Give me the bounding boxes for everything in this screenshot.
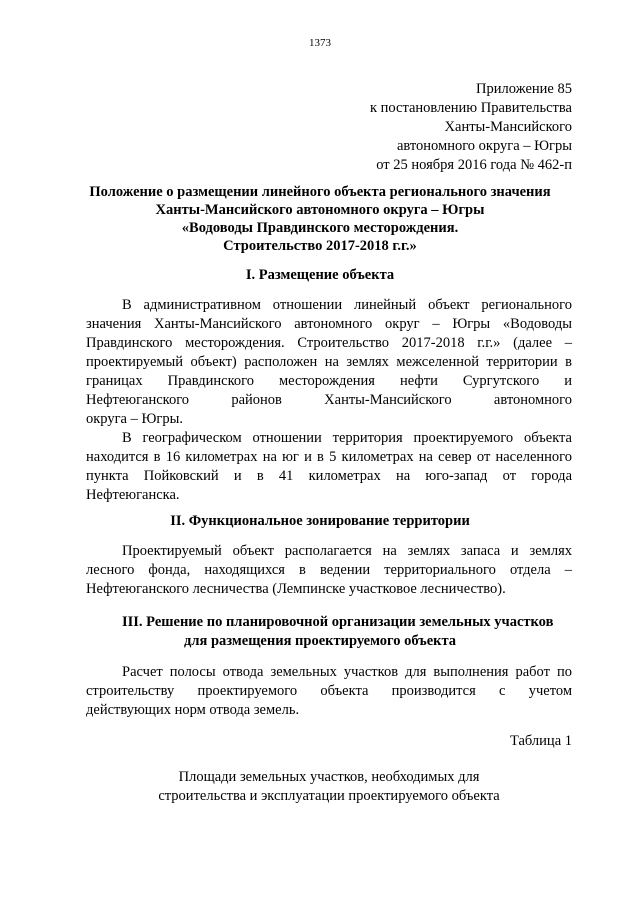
text-line: лесного фонда, находящихся в ведении территориального отдела – xyxy=(86,562,572,578)
text-line: проектируемый объект) расположен на землях межселенной территории в xyxy=(86,354,572,370)
text-line: Нефтеюганского районов Ханты-Мансийского автономного xyxy=(86,392,572,408)
text-line: округа – Югры. xyxy=(86,411,183,427)
document-title xyxy=(60,183,580,255)
text-line: Расчет полосы отвода земельных участков для выполнения работ по xyxy=(122,664,572,680)
text-line: В административном отношении линейный объект регионального xyxy=(122,297,572,313)
section-2-paragraph xyxy=(86,542,572,599)
appendix-line: Ханты-Мансийского xyxy=(444,119,572,135)
text-line: находится в 16 километрах на юг и в 5 километрах на север от населенного xyxy=(86,449,572,465)
section-3-heading-line-2: для размещения проектируемого объекта xyxy=(184,633,457,649)
text-line: Правдинского месторождения. Строительство 2017-2018 г.г.» (далее – xyxy=(86,335,572,351)
text-line: границах Правдинского месторождения нефти Сургутского и xyxy=(86,373,572,389)
title-line: Положение о размещении линейного объекта регионального значения xyxy=(89,184,551,200)
text-line: Проектируемый объект располагается на землях запаса и землях xyxy=(122,543,572,559)
text-line: строительству проектируемого объекта производится с учетом xyxy=(86,683,572,699)
appendix-block xyxy=(370,80,572,175)
section-1-heading: I. Размещение объекта xyxy=(245,267,395,283)
text-line: Нефтеюганского лесничества (Лемпинске участковое лесничество). xyxy=(86,581,506,597)
text-line: Нефтеюганска. xyxy=(86,487,180,503)
title-line: Строительство 2017-2018 г.г.» xyxy=(223,238,417,254)
page-number: 1373 xyxy=(309,37,331,49)
section-3-paragraph xyxy=(86,663,572,720)
table-title-line: Площади земельных участков, необходимых для xyxy=(178,769,480,785)
appendix-line: от 25 ноября 2016 года № 462-п xyxy=(376,157,572,173)
appendix-line: автономного округа – Югры xyxy=(396,138,572,154)
table-title xyxy=(86,768,572,806)
appendix-line: к постановлению Правительства xyxy=(370,100,572,116)
text-line: В географическом отношении территория проектируемого объекта xyxy=(122,430,572,446)
appendix-line: Приложение 85 xyxy=(476,81,572,97)
title-line: «Водоводы Правдинского месторождения. xyxy=(181,220,459,236)
table-label: Таблица 1 xyxy=(509,733,572,749)
table-title-line: строительства и эксплуатации проектируемого объекта xyxy=(158,788,500,804)
section-3-heading-line-1: III. Решение по планировочной организации земельных участков xyxy=(122,614,554,630)
section-1-paragraph-1 xyxy=(86,296,572,429)
text-line: значения Ханты-Мансийского автономного округ – Югры «Водоводы xyxy=(86,316,572,332)
text-line: действующих норм отвода земель. xyxy=(86,702,300,718)
text-line: пункта Пойковский и в 41 километрах на юго-запад от города xyxy=(86,468,572,484)
section-2-heading: II. Функциональное зонирование территории xyxy=(170,513,470,529)
title-line: Ханты-Мансийского автономного округа – Югры xyxy=(155,202,485,218)
section-1-paragraph-2 xyxy=(86,429,572,505)
